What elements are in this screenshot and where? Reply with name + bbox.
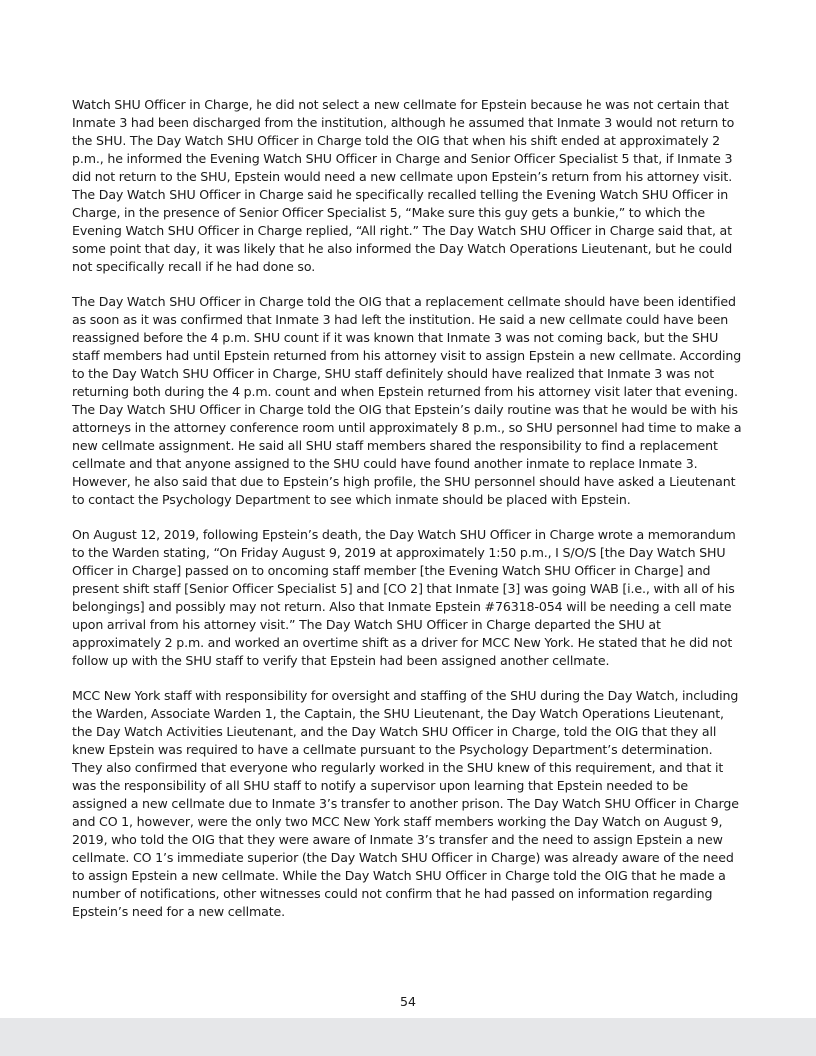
viewer-bottom-bar: [0, 1018, 816, 1056]
document-body: [72, 96, 744, 938]
paragraph-2: The Day Watch SHU Officer in Charge told the OIG that a replacement cellmate should have been identified as soon as it was confirmed that Inmate 3 had left the institution. He said a new cellmate could have been reassigned before the 4 p.m. SHU count if it was known that Inmate 3 was not coming back, but the SHU staff members had until Epstein returned from his attorney visit to assign Epstein a new cellmate. According to the Day Watch SHU Officer in Charge, SHU staff definitely should have realized that Inmate 3 was not returning both during the 4 p.m. count and when Epstein returned from his attorney visit later that evening. The Day Watch SHU Officer in Charge told the OIG that Epstein’s daily routine was that he would be with his attorneys in the attorney conference room until approximately 8 p.m., so SHU personnel had time to make a new cellmate assignment. He said all SHU staff members shared the responsibility to find a replacement cellmate and that anyone assigned to the SHU could have found another inmate to replace Inmate 3. However, he also said that due to Epstein’s high profile, the SHU personnel should have asked a Lieutenant to contact the Psychology Department to see which inmate should be placed with Epstein.: [72, 294, 742, 507]
paragraph-1: Watch SHU Officer in Charge, he did not select a new cellmate for Epstein because he was not certain that Inmate 3 had been discharged from the institution, although he assumed that Inmate 3 would not return to the SHU. The Day Watch SHU Officer in Charge told the OIG that when his shift ended at approximately 2 p.m., he informed the Evening Watch SHU Officer in Charge and Senior Officer Specialist 5 that, if Inmate 3 did not return to the SHU, Epstein would need a new cellmate upon Epstein’s return from his attorney visit. The Day Watch SHU Officer in Charge said he specifically recalled telling the Evening Watch SHU Officer in Charge, in the presence of Senior Officer Specialist 5, “Make sure this guy gets a bunkie,” to which the Evening Watch SHU Officer in Charge replied, “All right.” The Day Watch SHU Officer in Charge said that, at some point that day, it was likely that he also informed the Day Watch Operations Lieutenant, but he could not specifically recall if he had done so.: [72, 97, 735, 274]
paragraph-3: On August 12, 2019, following Epstein’s death, the Day Watch SHU Officer in Charge wrote a memorandum to the Warden stating, “On Friday August 9, 2019 at approximately 1:50 p.m., I S/O/S [the Day Watch SHU Officer in Charge] passed on to oncoming staff member [the Evening Watch SHU Officer in Charge] and present shift staff [Senior Officer Specialist 5] and [CO 2] that Inmate [3] was going WAB [i.e., with all of his belongings] and possibly may not return. Also that Inmate Epstein #76318-054 will be needing a cell mate upon arrival from his attorney visit.” The Day Watch SHU Officer in Charge departed the SHU at approximately 2 p.m. and worked an overtime shift as a driver for MCC New York. He stated that he did not follow up with the SHU staff to verify that Epstein had been assigned another cellmate.: [72, 527, 736, 668]
page-number: 54: [399, 994, 417, 1009]
paragraph-4: MCC New York staff with responsibility for oversight and staffing of the SHU during the Day Watch, including the Warden, Associate Warden 1, the Captain, the SHU Lieutenant, the Day Watch Operations Lieutenant, the Day Watch Activities Lieutenant, and the Day Watch SHU Officer in Charge, told the OIG that they all knew Epstein was required to have a cellmate pursuant to the Psychology Department’s determination. They also confirmed that everyone who regularly worked in the SHU knew of this requirement, and that it was the responsibility of all SHU staff to notify a supervisor upon learning that Epstein needed to be assigned a new cellmate due to Inmate 3’s transfer to another prison. The Day Watch SHU Officer in Charge and CO 1, however, were the only two MCC New York staff members working the Day Watch on August 9, 2019, who told the OIG that they were aware of Inmate 3’s transfer and the need to assign Epstein a new cellmate. CO 1’s immediate superior (the Day Watch SHU Officer in Charge) was already aware of the need to assign Epstein a new cellmate. While the Day Watch SHU Officer in Charge told the OIG that he made a number of notifications, other witnesses could not confirm that he had passed on information regarding Epstein’s need for a new cellmate.: [72, 688, 739, 919]
